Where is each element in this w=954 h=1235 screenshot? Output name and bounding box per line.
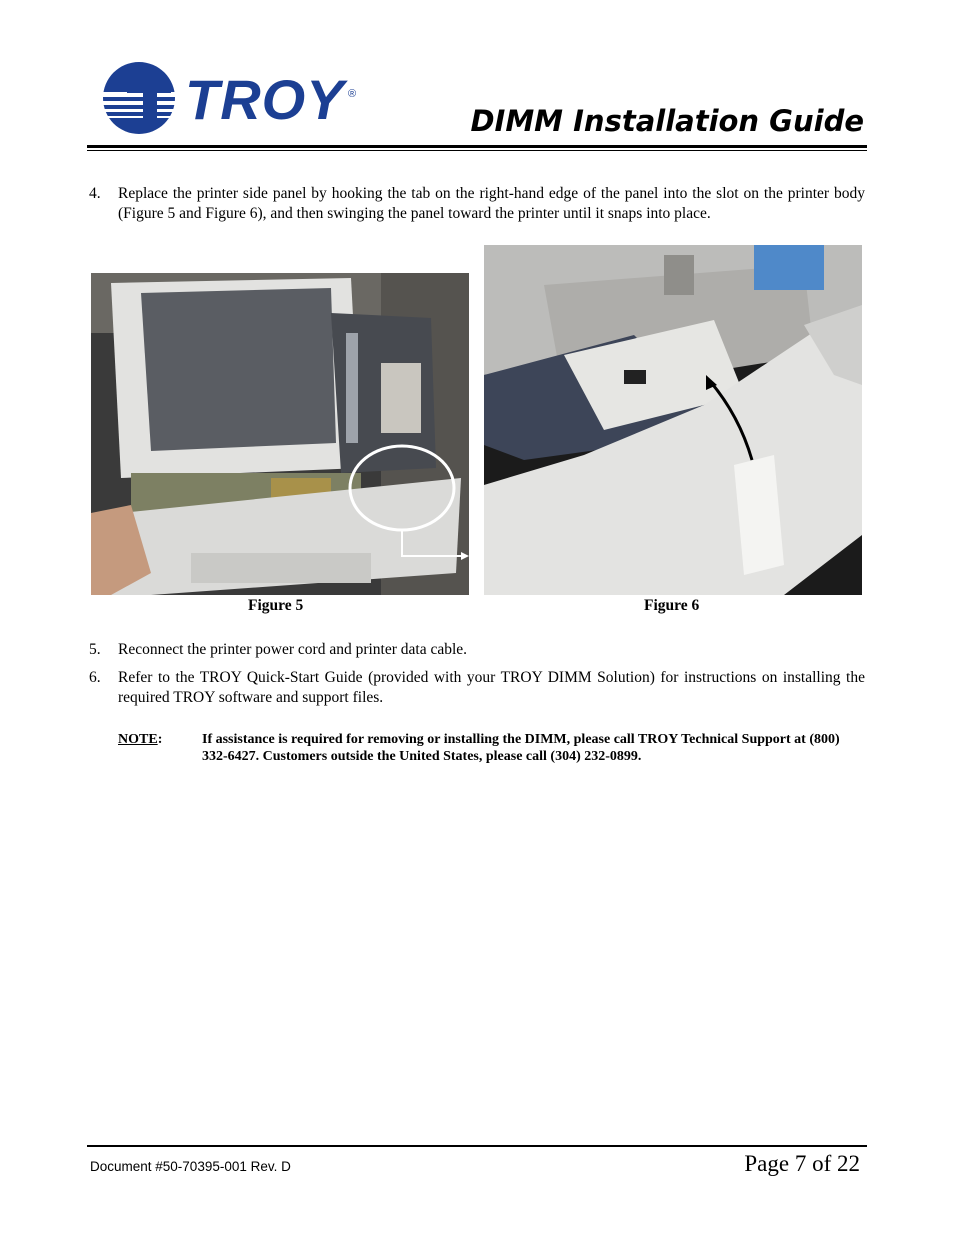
figure-5-caption: Figure 5 — [248, 597, 304, 614]
note-label: NOTE: — [118, 732, 163, 747]
list-item — [89, 668, 865, 708]
troy-logo — [103, 60, 363, 140]
step-text: Reconnect the printer power cord and printer data cable. — [118, 641, 468, 658]
header-rule-thin — [87, 150, 867, 151]
list-item — [89, 640, 865, 660]
list-item — [89, 184, 865, 224]
step-text: Refer to the TROY Quick-Start Guide (provided with your TROY DIMM Solution) for instructions on installing the required TROY software and support files. — [118, 669, 865, 706]
registered-mark: ® — [348, 88, 357, 100]
header-rule — [87, 145, 867, 148]
figure-6-photo — [484, 245, 862, 595]
step-number: 5. — [89, 641, 101, 658]
page-title: DIMM Installation Guide — [470, 104, 864, 138]
figure-6-caption: Figure 6 — [644, 597, 700, 614]
page-number: Page 7 of 22 — [744, 1151, 860, 1176]
note-text: If assistance is required for removing or installing the DIMM, please call TROY Technical Support at (800) 332-6427. Customers outside the United States, please call (304) 232-0899. — [202, 732, 840, 764]
figure-5-photo — [91, 273, 469, 595]
step-text: Replace the printer side panel by hooking the tab on the right-hand edge of the panel into the slot on the printer body (Figure 5 and Figure 6), and then swinging the panel toward the printer until it snaps into place. — [118, 185, 865, 222]
step-number: 6. — [89, 669, 101, 686]
step-number: 4. — [89, 185, 101, 202]
logo-wordmark: TROY — [185, 68, 345, 131]
document-number: Document #50-70395-001 Rev. D — [90, 1159, 291, 1174]
troy-globe-icon — [103, 60, 183, 140]
footer-rule — [87, 1145, 867, 1147]
